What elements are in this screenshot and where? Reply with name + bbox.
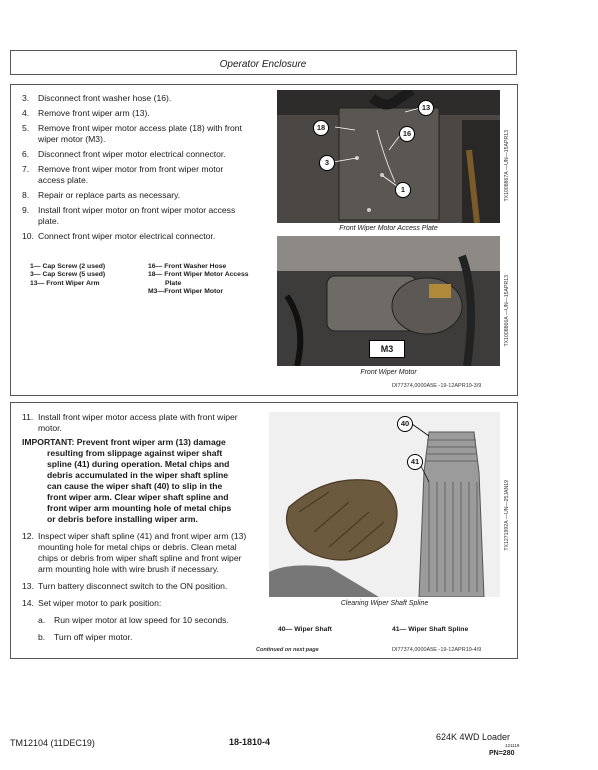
legend-item: 18— Front Wiper Motor Access	[148, 271, 249, 279]
step-9: 9. Install front wiper motor on front wiper motor access plate.	[22, 205, 236, 226]
legend-right-2: 41— Wiper Shaft Spline	[392, 626, 469, 633]
legend-item: 1— Cap Screw (2 used)	[30, 263, 106, 270]
footer-date-code: 121119	[505, 743, 520, 748]
shaft-spline-illustration	[269, 412, 500, 597]
step-3: 3. Disconnect front washer hose (16).	[22, 93, 172, 103]
callout-m3: M3	[380, 344, 394, 354]
callout-1: 1	[395, 182, 411, 198]
access-plate-photo	[277, 90, 500, 223]
step-list-1	[22, 93, 272, 242]
page-section-title: Operator Enclosure	[219, 59, 307, 70]
footer-manual-id: TM12104 (11DEC19)	[10, 738, 95, 748]
legend-item: Plate	[165, 279, 182, 287]
wiper-motor-caption: Front Wiper Motor	[360, 369, 417, 376]
callout-m3-box	[369, 340, 405, 358]
wiper-motor-photo	[277, 236, 500, 366]
callout-18: 18	[313, 120, 329, 136]
doc-reference-1: DI77374,0000A5E -19-12APR19-3/9	[392, 383, 482, 389]
access-plate-photo-id: TX1008867A —UN—15APR13	[504, 130, 510, 202]
step-12: 12. Inspect wiper shaft spline (41) and front wiper arm (13) mounting hole for metal chips or debris. Clean metal chips or debris from wiper shaft spline and front wiper arm mounting hole with wire brush if necessary.	[22, 531, 247, 574]
footer-pn: PN=280	[489, 750, 515, 757]
header-rule-top	[10, 50, 516, 51]
callout-40: 40	[397, 416, 413, 432]
step-14: 14. Set wiper motor to park position:	[22, 598, 162, 608]
callout-41: 41	[407, 454, 423, 470]
step-4: 4. Remove front wiper arm (13).	[22, 108, 150, 118]
step-13: 13. Turn battery disconnect switch to the ON position.	[22, 581, 228, 591]
step-10: 10. Connect front wiper motor electrical connector.	[22, 231, 216, 241]
callout-13: 13	[418, 100, 434, 116]
shaft-spline-photo-id: TX1271992A —UN—25JAN19	[504, 480, 510, 551]
shaft-spline-photo	[269, 412, 500, 597]
step-5: 5. Remove front wiper motor access plate (18) with front wiper motor (M3).	[22, 123, 242, 144]
step-7: 7. Remove front wiper motor from front wiper motor access plate.	[22, 164, 224, 185]
access-plate-illustration	[277, 90, 500, 223]
header-rule-bottom	[10, 74, 516, 75]
callout-3: 3	[319, 155, 335, 171]
step-14a: a. Run wiper motor at low speed for 10 seconds.	[38, 615, 229, 625]
step-11: 11. Install front wiper motor access plate with front wiper motor.	[22, 412, 238, 433]
continued-note: Continued on next page	[256, 647, 319, 653]
important-label: IMPORTANT:	[22, 437, 75, 447]
footer-page-number: 18-1810-4	[229, 737, 271, 747]
doc-reference-2: DI77374,0000A5E -19-12APR19-4/9	[392, 647, 482, 653]
header-right-line	[516, 50, 517, 75]
legend-item: 3— Cap Screw (5 used)	[30, 271, 106, 279]
callout-16: 16	[399, 126, 415, 142]
legend-left-1	[30, 263, 105, 288]
step-list-2	[22, 412, 270, 643]
legend-left-2: 40— Wiper Shaft	[278, 626, 332, 633]
wiper-motor-photo-id: TX1008866A —UN—15APR13	[504, 275, 510, 347]
legend-item: 16— Front Washer Hose	[148, 263, 227, 270]
step-8: 8. Repair or replace parts as necessary.	[22, 190, 181, 200]
access-plate-caption: Front Wiper Motor Access Plate	[339, 225, 438, 232]
legend-right-1	[148, 263, 249, 296]
important-body: resulting from slippage against wiper shaft spline (41) during operation. Metal chips and debris accumulated in the wiper shaft spline can cause the wiper shaft (40) to slip in the front wiper arm. Clear wiper shaft spline and front wiper arm mounting hole of metal chips or debris before installing wiper arm.	[47, 448, 232, 524]
step-6: 6. Disconnect front wiper motor electrical connector.	[22, 149, 226, 159]
legend-item: 13— Front Wiper Arm	[30, 279, 100, 287]
legend-item: M3—Front Wiper Motor	[148, 287, 224, 295]
footer-machine-name: 624K 4WD Loader	[436, 732, 511, 742]
step-14b: b. Turn off wiper motor.	[38, 632, 133, 642]
important-note: IMPORTANT: Prevent front wiper arm (13) damage resulting from slippage against wiper shaft spline (41) during operation. Metal chips and debris accumulated in the wiper shaft spline can cause the wiper shaft (40) to slip in the front wiper arm. Clear wiper shaft spline and front wiper arm mounting hole of metal chips or debris before installing wiper arm.	[22, 437, 270, 525]
shaft-spline-caption: Cleaning Wiper Shaft Spline	[340, 600, 429, 607]
